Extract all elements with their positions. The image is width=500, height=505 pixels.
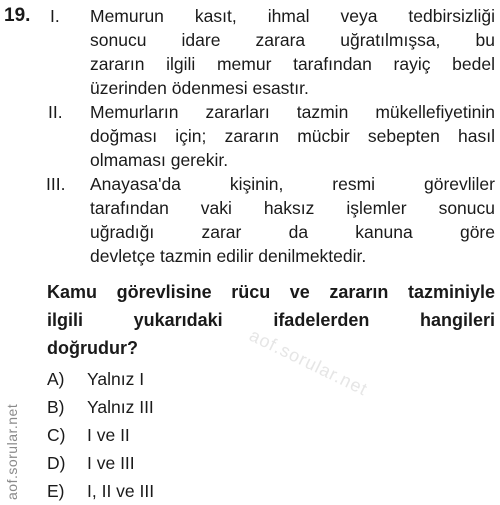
statement-2-numeral: II. [48, 102, 63, 122]
statement-1-numeral: I. [50, 6, 60, 26]
option-b-letter: B) [47, 397, 65, 417]
option-e[interactable] [47, 477, 154, 505]
prompt-line-1: Kamu görevlisine rücu ve zararın tazminiyle [47, 282, 495, 302]
statement-1-line-4: üzerinden ödenmesi esastır. [90, 78, 309, 98]
statement-2-line-3: olmaması gerekir. [90, 150, 229, 170]
option-c-letter: C) [47, 425, 66, 445]
statement-3-line-2: tarafından vaki haksız işlemler sonucu [90, 198, 495, 218]
question-prompt [47, 278, 495, 362]
option-d-text: I ve III [87, 453, 135, 473]
statement-2-line-1: Memurların zararları tazmin mükellefiyetinin [90, 102, 495, 122]
statement-1-line-2: sonucu idare zarara uğratılmışsa, bu [90, 30, 495, 50]
prompt-line-3: doğrudur? [47, 338, 138, 358]
option-e-letter: E) [47, 481, 65, 501]
prompt-line-2: ilgili yukarıdaki ifadelerden hangileri [47, 310, 495, 330]
side-watermark: aof.sorular.net [4, 403, 20, 500]
option-c-text: I ve II [87, 425, 130, 445]
option-d-letter: D) [47, 453, 66, 473]
statement-3-numeral: III. [46, 174, 66, 194]
statement-3-line-3: uğradığı zarar da kanuna göre [90, 222, 495, 242]
statement-3-line-1: Anayasa'da kişinin, resmi görevliler [90, 174, 495, 194]
option-a-text: Yalnız I [87, 369, 145, 389]
statement-2-line-2: doğması için; zararın mücbir sebepten hasıl [90, 126, 495, 146]
statement-3-line-4: devletçe tazmin edilir denilmektedir. [90, 246, 367, 266]
statement-1-line-1: Memurun kasıt, ihmal veya tedbirsizliği [90, 6, 495, 26]
option-c[interactable] [47, 421, 130, 449]
option-a[interactable] [47, 365, 144, 393]
question-number: 19. [4, 5, 31, 26]
option-b[interactable] [47, 393, 154, 421]
option-e-text: I, II ve III [87, 481, 155, 501]
option-b-text: Yalnız III [87, 397, 154, 417]
option-d[interactable] [47, 449, 135, 477]
diagonal-watermark: aof.sorular.net [246, 325, 372, 400]
option-a-letter: A) [47, 369, 65, 389]
statement-1-line-3: zararın ilgili memur tarafından rayiç bedel [90, 54, 495, 74]
